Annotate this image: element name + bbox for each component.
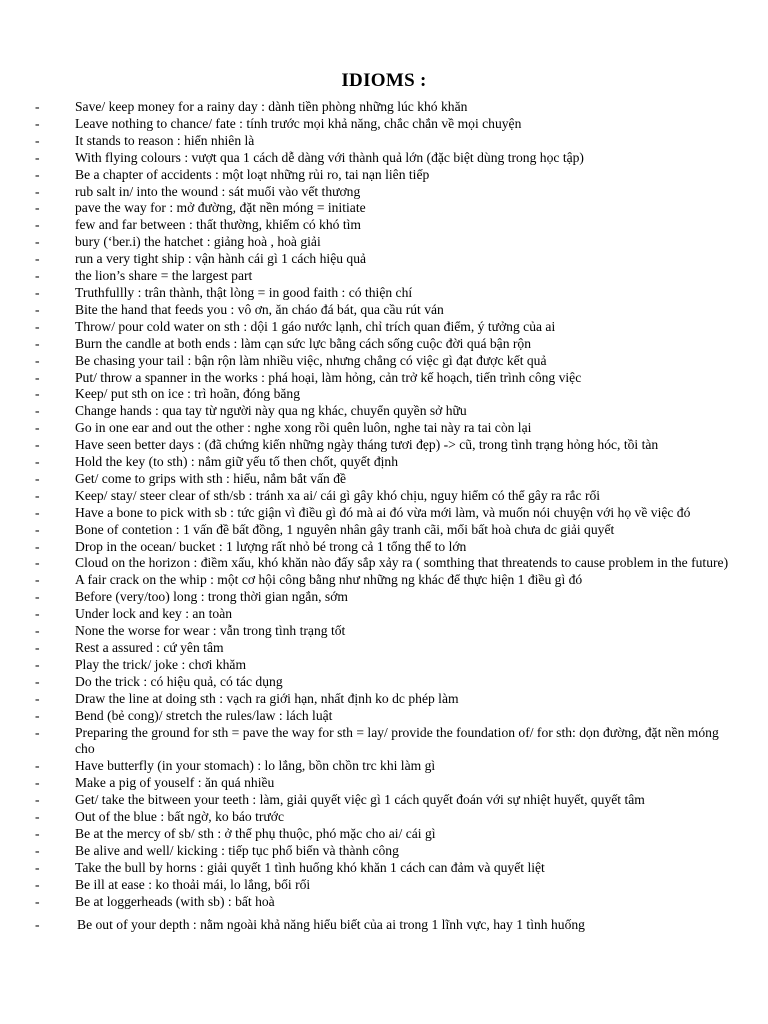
idiom-text: Drop in the ocean/ bucket : 1 lượng rất nhỏ bé trong cả 1 tổng thể to lớn xyxy=(75,538,467,554)
idiom-item xyxy=(0,674,768,691)
idiom-item xyxy=(0,505,768,522)
bullet-dash: - xyxy=(35,538,40,554)
idiom-text: Make a pig of youself : ăn quá nhiều xyxy=(75,775,275,791)
idiom-item xyxy=(0,539,768,556)
idiom-item xyxy=(0,657,768,674)
bullet-dash: - xyxy=(35,673,40,689)
idiom-text: few and far between : thất thường, khiếm có khó tìm xyxy=(75,217,361,233)
idiom-text: Save/ keep money for a rainy day : dành tiền phòng những lúc khó khăn xyxy=(75,99,468,114)
bullet-dash: - xyxy=(35,521,40,537)
idiom-text: Preparing the ground for sth = pave the way for sth = lay/ provide the foundation of/ for sth: dọn đường, đặt nền móng cho xyxy=(75,724,719,757)
idiom-item xyxy=(0,792,768,809)
idiom-item xyxy=(0,133,768,150)
bullet-dash: - xyxy=(35,166,40,182)
idiom-text: bury (‘ber.i) the hatchet : giảng hoà , hoà giải xyxy=(75,234,321,250)
idiom-item xyxy=(0,522,768,539)
idiom-text: It stands to reason : hiển nhiên là xyxy=(75,132,255,148)
bullet-dash: - xyxy=(35,724,40,740)
idiom-item xyxy=(0,99,768,116)
idiom-item xyxy=(0,437,768,454)
idiom-text: Play the trick/ joke : chơi khăm xyxy=(75,656,247,672)
idiom-text: Burn the candle at both ends : làm cạn sức lực bằng cách sống cuộc đời quá bận rộn xyxy=(75,335,532,351)
idiom-item xyxy=(0,725,768,759)
idiom-text: Rest a assured : cứ yên tâm xyxy=(75,640,224,655)
idiom-text: Under lock and key : an toàn xyxy=(75,606,233,622)
idiom-text: Hold the key (to sth) : nắm giữ yếu tố then chốt, quyết định xyxy=(75,454,398,470)
idiom-text: pave the way for : mở đường, đặt nền móng = initiate xyxy=(75,200,366,216)
bullet-dash: - xyxy=(35,99,40,114)
idiom-text: Go in one ear and out the other : nghe xong rồi quên luôn, nghe tai này ra tai còn lại xyxy=(75,420,532,436)
idiom-text: Throw/ pour cold water on sth : dội 1 gáo nước lạnh, chỉ trích quan điểm, ý tưởng của ai xyxy=(75,318,556,334)
idiom-item xyxy=(0,302,768,319)
bullet-dash: - xyxy=(35,572,40,588)
idiom-list xyxy=(0,99,768,933)
idiom-item xyxy=(0,488,768,505)
idiom-text: Have seen better days : (đã chứng kiến những ngày tháng tươi đẹp) -> cũ, trong tình trạng hỏng hóc, tồi tàn xyxy=(75,437,659,453)
bullet-dash: - xyxy=(35,859,40,875)
bullet-dash: - xyxy=(35,437,40,453)
bullet-dash: - xyxy=(35,842,40,858)
idiom-item xyxy=(0,217,768,234)
idiom-text: A fair crack on the whip : một cơ hội công bằng như những ng khác để thực hiện 1 điều gì đó xyxy=(75,572,583,588)
idiom-item xyxy=(0,403,768,420)
idiom-text: Take the bull by horns : giải quyết 1 tình huống khó khăn 1 cách can đảm và quyết liệt xyxy=(75,859,545,875)
idiom-text: run a very tight ship : vận hành cái gì 1 cách hiệu quả xyxy=(75,251,367,267)
bullet-dash: - xyxy=(35,809,40,825)
idiom-item xyxy=(0,116,768,133)
idiom-item xyxy=(0,758,768,775)
bullet-dash: - xyxy=(35,200,40,216)
idiom-text: With flying colours : vượt qua 1 cách dễ dàng với thành quả lớn (đặc biệt dùng trong học tập) xyxy=(75,149,584,165)
idiom-item xyxy=(0,775,768,792)
bullet-dash: - xyxy=(35,369,40,385)
bullet-dash: - xyxy=(35,640,40,655)
page-title: IDIOMS : xyxy=(341,70,427,91)
bullet-dash: - xyxy=(35,115,40,131)
idiom-item xyxy=(0,150,768,167)
idiom-item xyxy=(0,200,768,217)
idiom-text: Keep/ put sth on ice : trì hoãn, đóng băng xyxy=(75,386,301,402)
idiom-text: Put/ throw a spanner in the works : phá hoại, làm hỏng, cản trở kế hoạch, tiến trình công việc xyxy=(75,369,582,385)
idiom-text: rub salt in/ into the wound : sát muối vào vết thương xyxy=(75,183,361,199)
idiom-text: Bite the hand that feeds you : vô ơn, ăn cháo đá bát, qua cầu rút ván xyxy=(75,301,444,317)
bullet-dash: - xyxy=(35,758,40,774)
idiom-item xyxy=(0,319,768,336)
bullet-dash: - xyxy=(35,268,40,284)
idiom-item xyxy=(0,420,768,437)
bullet-dash: - xyxy=(35,876,40,892)
idiom-text: Draw the line at doing sth : vạch ra giới hạn, nhất định ko dc phép làm xyxy=(75,690,459,706)
bullet-dash: - xyxy=(35,132,40,148)
idiom-text: the lion’s share = the largest part xyxy=(75,268,253,284)
bullet-dash: - xyxy=(35,589,40,605)
bullet-dash: - xyxy=(35,470,40,486)
bullet-dash: - xyxy=(35,555,40,571)
idiom-text: Cloud on the horizon : điềm xấu, khó khăn nào đấy sắp xảy ra ( somthing that threatends to cause problem in the future) xyxy=(75,555,729,571)
idiom-text: Before (very/too) long : trong thời gian ngắn, sớm xyxy=(75,589,348,605)
bullet-dash: - xyxy=(35,707,40,723)
idiom-item xyxy=(0,471,768,488)
idiom-text: Be alive and well/ kicking : tiếp tục phổ biến và thành công xyxy=(75,842,399,858)
idiom-text: Be out of your depth : nằm ngoài khả năng hiểu biết của ai trong 1 lĩnh vực, hay 1 tình huống xyxy=(77,916,585,932)
bullet-dash: - xyxy=(35,893,40,909)
bullet-dash: - xyxy=(35,606,40,622)
idiom-item xyxy=(0,370,768,387)
idiom-text: Be chasing your tail : bận rộn làm nhiều việc, nhưng chẳng có việc gì đạt được kết quả xyxy=(75,352,547,368)
bullet-dash: - xyxy=(35,403,40,419)
idiom-item xyxy=(0,877,768,894)
idiom-item xyxy=(0,251,768,268)
idiom-text: Keep/ stay/ steer clear of sth/sb : tránh xa ai/ cái gì gây khó chịu, nguy hiểm có thể gây ra rắc rối xyxy=(75,487,601,503)
idiom-item xyxy=(0,285,768,302)
bullet-dash: - xyxy=(35,335,40,351)
idiom-item xyxy=(0,454,768,471)
idiom-item xyxy=(0,268,768,285)
bullet-dash: - xyxy=(35,656,40,672)
bullet-dash: - xyxy=(35,825,40,841)
idiom-text: Leave nothing to chance/ fate : tính trước mọi khả năng, chắc chắn về mọi chuyện xyxy=(75,115,522,131)
idiom-text: Change hands : qua tay từ người này qua ng khác, chuyển quyền sở hữu xyxy=(75,403,467,419)
bullet-dash: - xyxy=(35,301,40,317)
idiom-item xyxy=(0,860,768,877)
bullet-dash: - xyxy=(35,386,40,402)
idiom-item xyxy=(0,708,768,725)
idiom-text: Do the trick : có hiệu quả, có tác dụng xyxy=(75,673,283,689)
idiom-text: Have a bone to pick with sb : tức giận vì điều gì đó mà ai đó vừa mới làm, và muốn nói chuyện với họ về việc đó xyxy=(75,504,691,520)
idiom-text: Get/ take the bitween your teeth : làm, giải quyết việc gì 1 cách quyết đoán với sự nhiệt huyết, quyết tâm xyxy=(75,792,645,808)
idiom-item xyxy=(0,809,768,826)
bullet-dash: - xyxy=(35,251,40,267)
idiom-text: Bone of contetion : 1 vấn đề bất đồng, 1 nguyên nhân gây tranh cãi, mối bất hoà chưa dc giải quyết xyxy=(75,521,615,537)
idiom-text: Have butterfly (in your stomach) : lo lắng, bồn chồn trc khi làm gì xyxy=(75,758,436,774)
idiom-text: Get/ come to grips with sth : hiểu, nắm bắt vấn đề xyxy=(75,470,347,486)
idiom-item xyxy=(0,843,768,860)
idiom-text: Truthfullly : trân thành, thật lòng = in good faith : có thiện chí xyxy=(75,284,413,300)
idiom-item xyxy=(0,572,768,589)
bullet-dash: - xyxy=(35,284,40,300)
bullet-dash: - xyxy=(35,217,40,233)
bullet-dash: - xyxy=(35,775,40,791)
idiom-item xyxy=(0,589,768,606)
idiom-item xyxy=(0,917,768,934)
bullet-dash: - xyxy=(35,504,40,520)
bullet-dash: - xyxy=(35,420,40,436)
idiom-item xyxy=(0,826,768,843)
idiom-text: Be at loggerheads (with sb) : bất hoà xyxy=(75,893,275,909)
idiom-item xyxy=(0,184,768,201)
idiom-item xyxy=(0,606,768,623)
idiom-item xyxy=(0,640,768,657)
bullet-dash: - xyxy=(35,318,40,334)
idiom-item xyxy=(0,234,768,251)
bullet-dash: - xyxy=(35,234,40,250)
idiom-item xyxy=(0,555,768,572)
idiom-item xyxy=(0,167,768,184)
idiom-item xyxy=(0,691,768,708)
bullet-dash: - xyxy=(35,690,40,706)
idiom-item xyxy=(0,336,768,353)
idiom-item xyxy=(0,623,768,640)
bullet-dash: - xyxy=(35,352,40,368)
idiom-text: Be a chapter of accidents : một loạt những rủi ro, tai nạn liên tiếp xyxy=(75,166,430,182)
idiom-text: None the worse for wear : vẫn trong tình trạng tốt xyxy=(75,623,346,639)
bullet-dash: - xyxy=(35,623,40,639)
idiom-text: Bend (bẻ cong)/ stretch the rules/law : lách luật xyxy=(75,707,333,723)
bullet-dash: - xyxy=(35,454,40,470)
bullet-dash: - xyxy=(35,149,40,165)
bullet-dash: - xyxy=(35,916,40,932)
bullet-dash: - xyxy=(35,183,40,199)
idiom-item xyxy=(0,894,768,911)
idiom-item xyxy=(0,386,768,403)
bullet-dash: - xyxy=(35,487,40,503)
idiom-text: Out of the blue : bất ngờ, ko báo trước xyxy=(75,809,284,825)
idiom-item xyxy=(0,353,768,370)
idiom-text: Be at the mercy of sb/ sth : ở thế phụ thuộc, phó mặc cho ai/ cái gì xyxy=(75,825,436,841)
bullet-dash: - xyxy=(35,792,40,808)
idiom-text: Be ill at ease : ko thoải mái, lo lắng, bối rối xyxy=(75,876,311,892)
